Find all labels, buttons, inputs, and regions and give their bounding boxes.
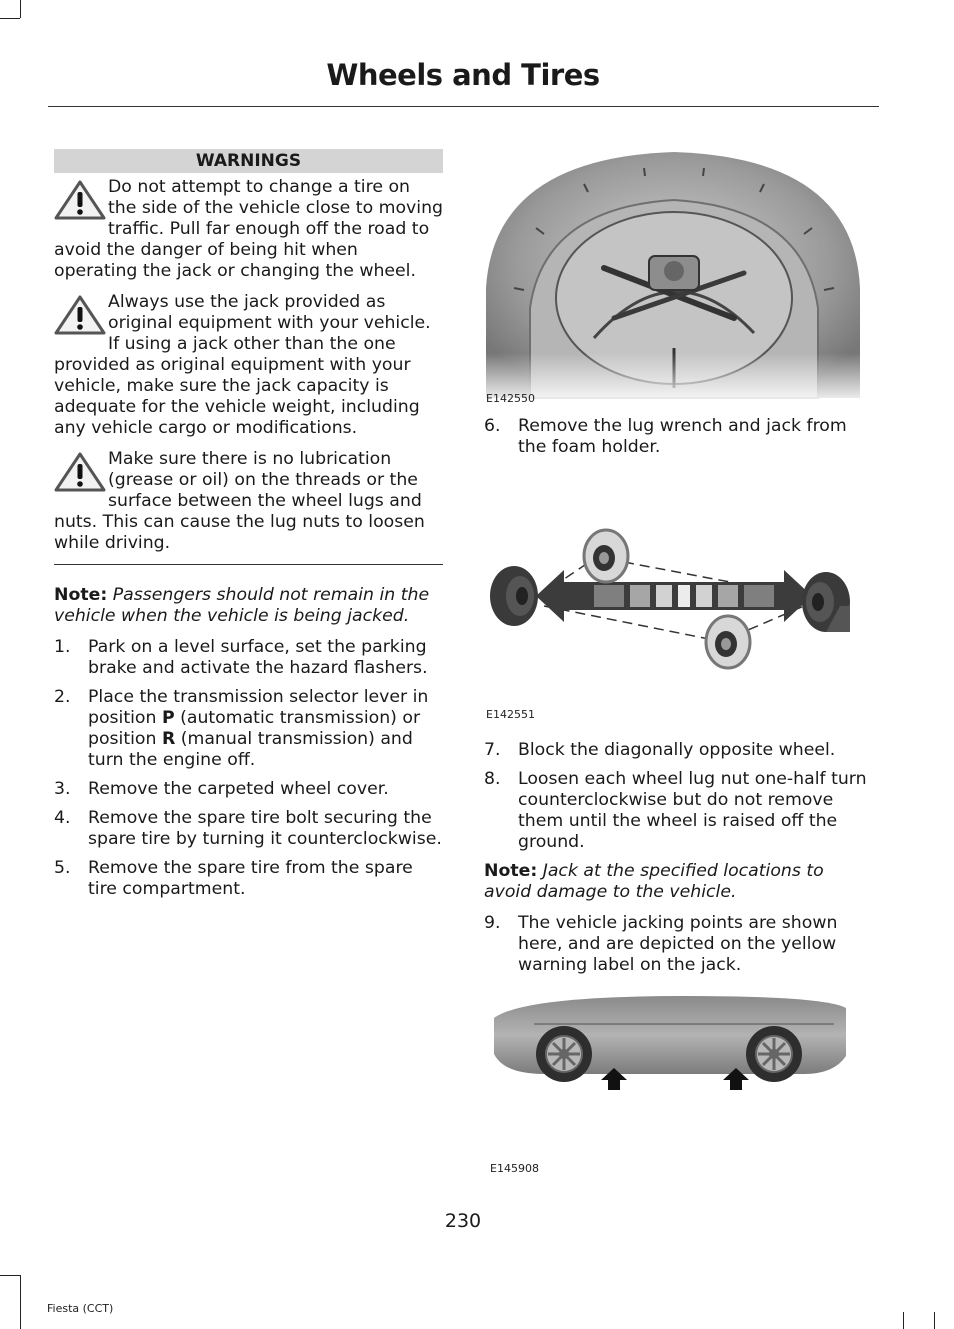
tire-rear-left (490, 566, 538, 626)
right-column (484, 148, 874, 1174)
vehicle-jacking-points-illustration (484, 994, 874, 1164)
spare-tire-illustration (484, 148, 874, 406)
warning-item (54, 449, 443, 554)
warning-triangle-icon (54, 294, 106, 336)
warning-item (54, 177, 443, 282)
wheel-rear (746, 1026, 802, 1082)
figure-block-wheel (484, 466, 874, 734)
crop-mark (0, 1275, 20, 1276)
wheel-front (536, 1026, 592, 1082)
step-number: 8. (484, 769, 501, 789)
warning-text: Always use the jack provided as original equipment with your vehicle. If using a jack other than the one provided as original equipment with your vehicle, make sure the jack capacity is adequate for the vehicle weight, including any vehicle cargo or modifications. (54, 292, 431, 438)
wheel-block-diagram (484, 466, 874, 734)
page-number: 230 (444, 1210, 482, 1232)
crop-mark (20, 1275, 21, 1329)
step-number: 9. (484, 913, 501, 933)
step-text: Place the transmission selector lever in position (88, 687, 429, 728)
title-divider (48, 106, 879, 107)
warning-item (54, 292, 443, 439)
note-label: Note: (54, 585, 108, 605)
figure-spare-tire-well (484, 148, 874, 406)
note-passengers (54, 585, 443, 627)
note-jack-locations (484, 861, 874, 903)
note-label: Note: (484, 861, 538, 881)
step-number: 6. (484, 416, 501, 436)
left-column (54, 149, 443, 908)
crop-mark (20, 0, 21, 18)
list-item (484, 913, 874, 976)
crop-mark (903, 1312, 904, 1329)
tire-rear-right (706, 616, 750, 668)
warning-triangle-icon (54, 451, 106, 493)
step-text: The vehicle jacking points are shown here, and are depicted on the yellow warning label on the jack. (518, 913, 838, 975)
step-text: Loosen each wheel lug nut one-half turn counterclockwise but do not remove them until the wheel is raised off the ground. (518, 769, 867, 852)
note-text: Passengers should not remain in the vehicle when the vehicle is being jacked. (54, 585, 430, 626)
step-number: 5. (54, 858, 71, 878)
step-text: Remove the spare tire bolt securing the spare tire by turning it counterclockwise. (88, 808, 442, 849)
step-text: Remove the carpeted wheel cover. (88, 779, 389, 799)
steps-list (54, 637, 443, 900)
warning-text: Make sure there is no lubrication (grease or oil) on the threads or the surface between the wheel lugs and nuts. This can cause the lug nuts to loosen while driving. (54, 449, 425, 553)
list-item (54, 808, 443, 850)
page-title: Wheels and Tires (326, 58, 600, 92)
warning-triangle-icon (54, 179, 106, 221)
list-item (54, 779, 443, 800)
list-item (54, 637, 443, 679)
list-item (484, 740, 874, 761)
tire-front-left (584, 530, 628, 582)
crop-mark (0, 18, 20, 19)
step-number: 3. (54, 779, 71, 799)
step-text: Remove the spare tire from the spare tire compartment. (88, 858, 413, 899)
warnings-heading: WARNINGS (54, 149, 443, 173)
list-item (484, 769, 874, 853)
list-item (54, 858, 443, 900)
list-item (484, 416, 874, 458)
figure-id: E145908 (490, 1162, 539, 1175)
step-text: Park on a level surface, set the parking brake and activate the hazard flashers. (88, 637, 428, 678)
tire-front-right-blocked (802, 572, 850, 632)
steps-list (484, 416, 874, 458)
figure-id: E142550 (486, 392, 535, 405)
footer-model: Fiesta (CCT) (47, 1302, 114, 1315)
step-number: 2. (54, 687, 71, 707)
gear-p-label: P (161, 708, 175, 728)
warnings-divider (54, 564, 443, 565)
warning-text: Do not attempt to change a tire on the side of the vehicle close to moving traffic. Pull far enough off the road to avoid the danger of being hit when operating the jack or changing the wheel. (54, 177, 443, 281)
step-text: (automatic transmission) or position (88, 708, 421, 749)
steps-list (484, 913, 874, 976)
list-item (54, 687, 443, 771)
gear-r-label: R (161, 729, 176, 749)
step-number: 7. (484, 740, 501, 760)
step-text: (manual transmission) and turn the engine off. (88, 729, 413, 770)
step-text: Block the diagonally opposite wheel. (518, 740, 836, 760)
step-text: Remove the lug wrench and jack from the foam holder. (518, 416, 847, 457)
note-text: Jack at the specified locations to avoid damage to the vehicle. (484, 861, 824, 902)
step-number: 4. (54, 808, 71, 828)
step-number: 1. (54, 637, 71, 657)
steps-list (484, 740, 874, 853)
figure-jacking-points (484, 984, 874, 1174)
crop-mark (934, 1312, 935, 1329)
figure-id: E142551 (486, 708, 535, 721)
